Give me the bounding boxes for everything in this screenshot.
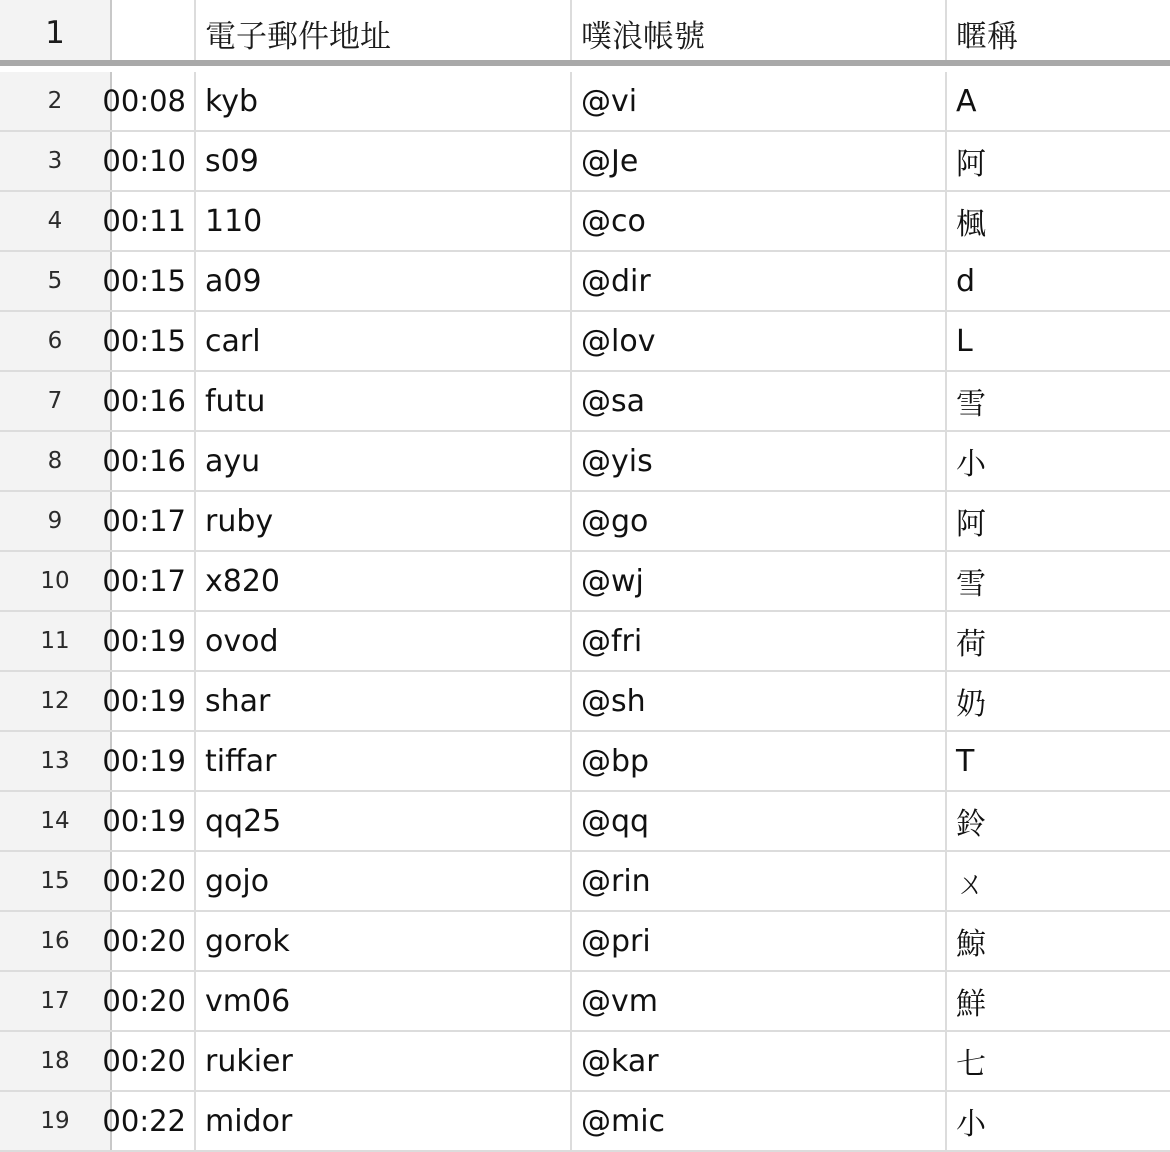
cell-nickname[interactable] xyxy=(947,312,1170,370)
table-row xyxy=(0,72,1170,132)
row-number[interactable] xyxy=(0,1032,112,1090)
row-number[interactable] xyxy=(0,732,112,790)
cell-nickname[interactable] xyxy=(947,72,1170,130)
row-number-text: 9 xyxy=(47,508,63,534)
cell-nickname-text: 雪 xyxy=(956,567,986,602)
cell-email[interactable] xyxy=(196,132,572,190)
table-row xyxy=(0,912,1170,972)
cell-email[interactable] xyxy=(196,852,572,910)
cell-email[interactable] xyxy=(196,792,572,850)
cell-plurk-account[interactable] xyxy=(572,1092,947,1150)
table-row xyxy=(0,1092,1170,1152)
table-row xyxy=(0,372,1170,432)
cell-timestamp[interactable] xyxy=(102,732,196,790)
cell-timestamp-text: 00:16 xyxy=(102,444,186,478)
cell-email[interactable] xyxy=(196,1092,572,1150)
cell-plurk-account-text: @wj xyxy=(581,563,644,599)
cell-nickname-text: 鮮 xyxy=(956,987,986,1022)
cell-plurk-account-text: @Je xyxy=(581,143,639,179)
cell-nickname[interactable] xyxy=(947,132,1170,190)
cell-email[interactable] xyxy=(196,612,572,670)
row-number-text: 7 xyxy=(47,388,63,414)
header-cell-plurk[interactable]: 噗浪帳號 xyxy=(572,0,947,60)
cell-timestamp-text: 00:17 xyxy=(102,504,186,538)
cell-plurk-account-text: @rin xyxy=(581,863,651,899)
table-row xyxy=(0,972,1170,1032)
row-number-text: 10 xyxy=(40,568,70,594)
row-number-text: 2 xyxy=(47,88,63,114)
row-number-text: 18 xyxy=(40,1048,70,1074)
row-number-text: 8 xyxy=(47,448,63,474)
row-number[interactable] xyxy=(0,852,112,910)
cell-plurk-account[interactable] xyxy=(572,792,947,850)
cell-plurk-account-text: @go xyxy=(581,503,649,539)
cell-timestamp[interactable] xyxy=(102,492,196,550)
cell-timestamp[interactable] xyxy=(102,1092,196,1150)
row-number[interactable] xyxy=(0,72,112,130)
header-row xyxy=(0,0,1170,66)
cell-nickname-text: ㄨ xyxy=(956,867,986,902)
table-row xyxy=(0,192,1170,252)
cell-email[interactable] xyxy=(196,552,572,610)
cell-email-text: qq25 xyxy=(205,803,282,839)
cell-email[interactable] xyxy=(196,312,572,370)
cell-nickname[interactable] xyxy=(947,792,1170,850)
cell-nickname-text: 荷 xyxy=(956,627,986,662)
cell-timestamp[interactable] xyxy=(102,792,196,850)
cell-email[interactable] xyxy=(196,432,572,490)
table-row xyxy=(0,792,1170,852)
cell-timestamp[interactable] xyxy=(102,192,196,250)
row-number[interactable]: 1 xyxy=(0,0,112,60)
row-number[interactable] xyxy=(0,252,112,310)
cell-email-text: 110 xyxy=(205,203,263,239)
row-number[interactable] xyxy=(0,312,112,370)
cell-plurk-account[interactable] xyxy=(572,852,947,910)
cell-timestamp-text: 00:22 xyxy=(102,1104,186,1138)
row-number[interactable] xyxy=(0,192,112,250)
cell-plurk-account[interactable] xyxy=(572,972,947,1030)
table-row xyxy=(0,1032,1170,1092)
cell-nickname[interactable] xyxy=(947,372,1170,430)
cell-plurk-account[interactable] xyxy=(572,552,947,610)
cell-timestamp[interactable] xyxy=(102,432,196,490)
cell-plurk-account[interactable] xyxy=(572,732,947,790)
cell-nickname[interactable] xyxy=(947,192,1170,250)
cell-email[interactable] xyxy=(196,672,572,730)
cell-nickname[interactable] xyxy=(947,972,1170,1030)
cell-timestamp-text: 00:19 xyxy=(102,744,186,778)
cell-timestamp-text: 00:15 xyxy=(102,324,186,358)
cell-timestamp-text: 00:20 xyxy=(102,924,186,958)
cell-email[interactable] xyxy=(196,492,572,550)
row-number-text: 4 xyxy=(47,208,63,234)
cell-nickname[interactable] xyxy=(947,1032,1170,1090)
cell-plurk-account-text: @qq xyxy=(581,803,650,839)
cell-timestamp-text: 00:20 xyxy=(102,984,186,1018)
row-number[interactable] xyxy=(0,372,112,430)
cell-plurk-account-text: @sa xyxy=(581,383,646,419)
cell-plurk-account[interactable] xyxy=(572,912,947,970)
cell-timestamp[interactable] xyxy=(102,852,196,910)
table-row xyxy=(0,672,1170,732)
header-cell-nickname[interactable]: 暱稱 xyxy=(947,0,1170,60)
row-number-text: 19 xyxy=(40,1108,70,1134)
cell-timestamp[interactable] xyxy=(102,912,196,970)
cell-email-text: ruby xyxy=(205,503,274,539)
cell-email[interactable] xyxy=(196,72,572,130)
cell-nickname-text: 楓 xyxy=(956,207,986,242)
cell-email[interactable] xyxy=(196,372,572,430)
cell-nickname-text: T xyxy=(956,743,975,779)
cell-email[interactable] xyxy=(196,972,572,1030)
cell-plurk-account-text: @fri xyxy=(581,623,643,659)
cell-nickname-text: 鈴 xyxy=(956,807,986,842)
cell-email-text: ovod xyxy=(205,623,279,659)
cell-email-text: ayu xyxy=(205,443,261,479)
cell-email-text: carl xyxy=(205,323,261,359)
cell-plurk-account[interactable] xyxy=(572,612,947,670)
cell-nickname-text: L xyxy=(956,323,973,359)
cell-plurk-account-text: @mic xyxy=(581,1103,666,1139)
cell-plurk-account-text: @pri xyxy=(581,923,651,959)
cell-timestamp[interactable] xyxy=(102,612,196,670)
cell-nickname[interactable] xyxy=(947,852,1170,910)
cell-email-text: gojo xyxy=(205,863,270,899)
cell-timestamp[interactable] xyxy=(102,72,196,130)
cell-plurk-account-text: @yis xyxy=(581,443,653,479)
cell-email-text: kyb xyxy=(205,83,259,119)
row-number-text: 5 xyxy=(47,268,63,294)
row-number-text: 14 xyxy=(40,808,70,834)
cell-email-text: rukier xyxy=(205,1043,293,1079)
cell-plurk-account-text: @vi xyxy=(581,83,638,119)
table-row xyxy=(0,432,1170,492)
row-number[interactable] xyxy=(0,132,112,190)
row-number-text: 3 xyxy=(47,148,63,174)
cell-timestamp-text: 00:20 xyxy=(102,864,186,898)
cell-nickname-text: 小 xyxy=(956,447,986,482)
cell-plurk-account[interactable] xyxy=(572,192,947,250)
cell-nickname-text: A xyxy=(956,83,977,119)
cell-nickname[interactable] xyxy=(947,252,1170,310)
cell-nickname-text: d xyxy=(956,263,976,299)
row-number[interactable] xyxy=(0,492,112,550)
cell-email[interactable] xyxy=(196,912,572,970)
cell-plurk-account[interactable] xyxy=(572,372,947,430)
cell-timestamp[interactable] xyxy=(102,552,196,610)
cell-timestamp-text: 00:19 xyxy=(102,684,186,718)
row-number-text: 17 xyxy=(40,988,70,1014)
cell-email-text: x820 xyxy=(205,563,281,599)
cell-timestamp[interactable] xyxy=(102,372,196,430)
row-number[interactable] xyxy=(0,612,112,670)
cell-email-text: gorok xyxy=(205,923,290,959)
cell-plurk-account-text: @co xyxy=(581,203,646,239)
cell-plurk-account-text: @dir xyxy=(581,263,651,299)
cell-email[interactable] xyxy=(196,192,572,250)
row-number[interactable] xyxy=(0,552,112,610)
cell-timestamp-text: 00:15 xyxy=(102,264,186,298)
header-cell-email[interactable]: 電子郵件地址 xyxy=(196,0,572,60)
cell-nickname[interactable] xyxy=(947,492,1170,550)
cell-timestamp-text: 00:19 xyxy=(102,804,186,838)
cell-plurk-account-text: @lov xyxy=(581,323,656,359)
cell-email-text: midor xyxy=(205,1103,293,1139)
cell-timestamp-text: 00:20 xyxy=(102,1044,186,1078)
cell-email-text: vm06 xyxy=(205,983,291,1019)
cell-timestamp-text: 00:08 xyxy=(102,84,186,118)
row-number[interactable] xyxy=(0,672,112,730)
cell-email-text: a09 xyxy=(205,263,262,299)
row-number-text: 11 xyxy=(40,628,70,654)
cell-nickname-text: 七 xyxy=(956,1047,986,1082)
cell-plurk-account[interactable] xyxy=(572,72,947,130)
cell-nickname[interactable] xyxy=(947,732,1170,790)
cell-plurk-account[interactable] xyxy=(572,1032,947,1090)
cell-timestamp-text: 00:11 xyxy=(102,204,186,238)
table-row xyxy=(0,612,1170,672)
cell-timestamp-text: 00:17 xyxy=(102,564,186,598)
cell-plurk-account[interactable] xyxy=(572,252,947,310)
cell-timestamp-text: 00:16 xyxy=(102,384,186,418)
cell-nickname[interactable] xyxy=(947,552,1170,610)
cell-email[interactable] xyxy=(196,732,572,790)
cell-email-text: shar xyxy=(205,683,271,719)
row-number[interactable] xyxy=(0,792,112,850)
cell-email[interactable] xyxy=(196,252,572,310)
cell-timestamp[interactable] xyxy=(102,972,196,1030)
cell-nickname[interactable] xyxy=(947,912,1170,970)
cell-nickname[interactable] xyxy=(947,432,1170,490)
row-number-text: 6 xyxy=(47,328,63,354)
cell-plurk-account[interactable] xyxy=(572,672,947,730)
cell-timestamp-text: 00:19 xyxy=(102,624,186,658)
table-row xyxy=(0,732,1170,792)
table-row xyxy=(0,852,1170,912)
row-number-text: 12 xyxy=(40,688,70,714)
cell-timestamp-text: 00:10 xyxy=(102,144,186,178)
cell-timestamp[interactable] xyxy=(102,252,196,310)
cell-timestamp[interactable] xyxy=(102,132,196,190)
cell-timestamp[interactable] xyxy=(102,1032,196,1090)
cell-plurk-account-text: @bp xyxy=(581,743,650,779)
header-cell-timestamp[interactable] xyxy=(112,0,196,60)
cell-plurk-account-text: @sh xyxy=(581,683,646,719)
table-row xyxy=(0,492,1170,552)
cell-email-text: futu xyxy=(205,383,266,419)
cell-email[interactable] xyxy=(196,1032,572,1090)
row-number[interactable] xyxy=(0,432,112,490)
cell-plurk-account[interactable] xyxy=(572,312,947,370)
cell-plurk-account[interactable] xyxy=(572,132,947,190)
cell-nickname[interactable] xyxy=(947,1092,1170,1150)
cell-plurk-account-text: @kar xyxy=(581,1043,659,1079)
cell-nickname-text: 雪 xyxy=(956,387,986,422)
row-number-text: 13 xyxy=(40,748,70,774)
table-row xyxy=(0,552,1170,612)
cell-plurk-account-text: @vm xyxy=(581,983,658,1019)
cell-nickname-text: 阿 xyxy=(956,507,986,542)
row-number[interactable] xyxy=(0,1092,112,1150)
cell-plurk-account[interactable] xyxy=(572,492,947,550)
row-number-text: 15 xyxy=(40,868,70,894)
cell-nickname-text: 小 xyxy=(956,1107,986,1142)
table-row xyxy=(0,312,1170,372)
cell-timestamp[interactable] xyxy=(102,672,196,730)
row-number-text: 16 xyxy=(40,928,70,954)
cell-nickname-text: 奶 xyxy=(956,687,986,722)
cell-email-text: s09 xyxy=(205,143,259,179)
table-row xyxy=(0,132,1170,192)
cell-nickname-text: 鯨 xyxy=(956,927,986,962)
cell-nickname[interactable] xyxy=(947,672,1170,730)
table-row xyxy=(0,252,1170,312)
cell-plurk-account[interactable] xyxy=(572,432,947,490)
cell-timestamp[interactable] xyxy=(102,312,196,370)
cell-email-text: tiffar xyxy=(205,743,277,779)
cell-nickname-text: 阿 xyxy=(956,147,986,182)
cell-nickname[interactable] xyxy=(947,612,1170,670)
row-number[interactable] xyxy=(0,972,112,1030)
row-number[interactable] xyxy=(0,912,112,970)
